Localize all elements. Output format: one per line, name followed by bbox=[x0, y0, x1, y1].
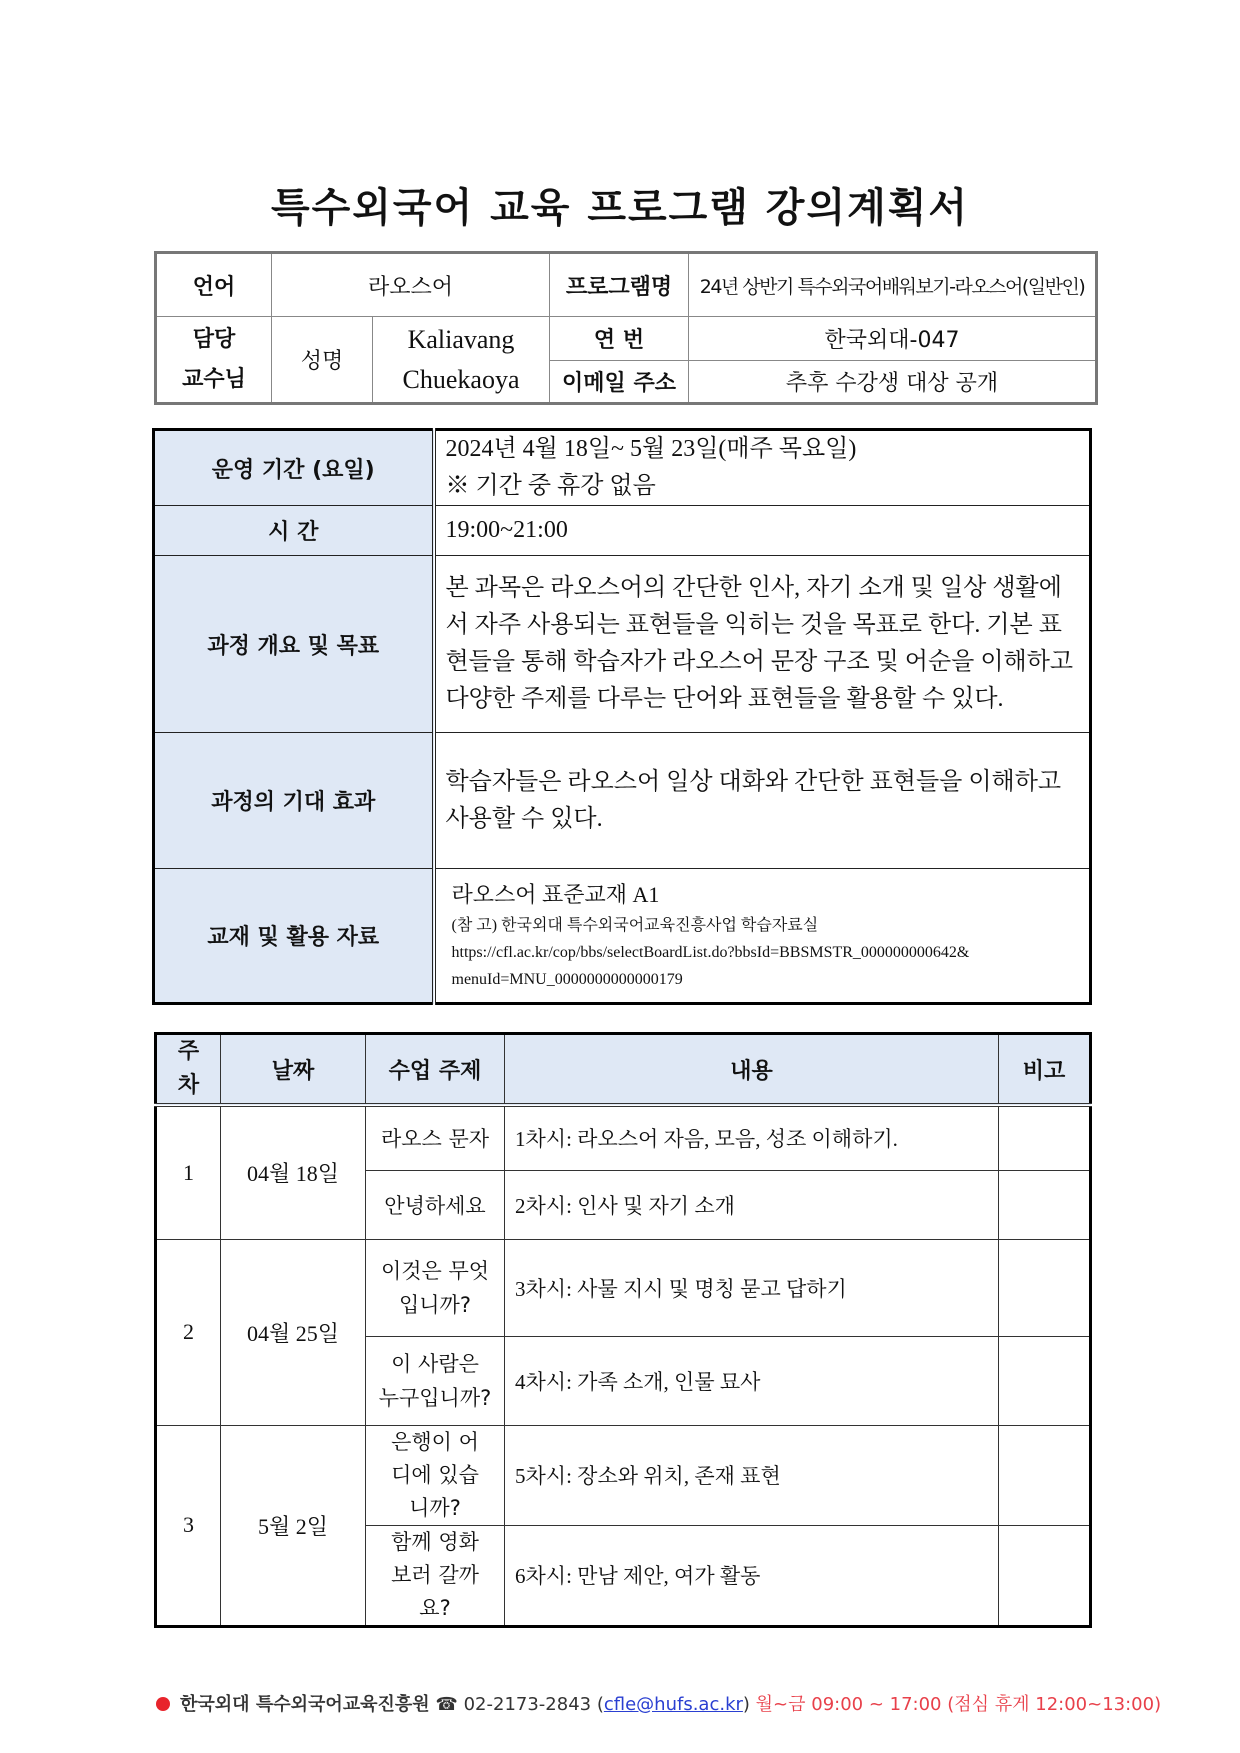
header-date: 날짜 bbox=[221, 1034, 366, 1106]
period-line-2: ※ 기간 중 휴강 없음 bbox=[445, 473, 656, 499]
program-label: 프로그램명 bbox=[550, 253, 689, 317]
week-number: 3 bbox=[156, 1425, 221, 1626]
table-row bbox=[156, 1105, 1091, 1170]
header-note: 비고 bbox=[999, 1034, 1091, 1106]
number-value: 한국외대-047 bbox=[689, 317, 1097, 361]
week-number: 1 bbox=[156, 1105, 221, 1239]
session-topic: 은행이 어디에 있습니까? bbox=[366, 1425, 505, 1525]
effect-label: 과정의 기대 효과 bbox=[154, 733, 434, 869]
material-url-line-2: menuId=MNU_0000000000000179 bbox=[451, 971, 683, 988]
footer-phone: 02-2173-2843 bbox=[463, 1694, 592, 1715]
material-value bbox=[434, 869, 1091, 1004]
period-line-1: 2024년 4월 18일~ 5월 23일(매주 목요일) bbox=[445, 436, 857, 462]
page-title: 특수외국어 교육 프로그램 강의계획서 bbox=[270, 185, 970, 231]
bullet-icon bbox=[156, 1697, 170, 1711]
footer-email-link[interactable]: cfle@hufs.ac.kr bbox=[603, 1694, 743, 1715]
week-date: 04월 25일 bbox=[221, 1239, 366, 1425]
header-week: 주 차 bbox=[156, 1034, 221, 1106]
session-topic: 이 사람은 누구입니까? bbox=[366, 1336, 505, 1425]
email-value: 추후 수강생 대상 공개 bbox=[689, 361, 1097, 404]
professor-label-1: 담당 bbox=[192, 326, 236, 352]
session-topic: 안녕하세요 bbox=[366, 1170, 505, 1239]
effect-line-2: 사용할 수 있다. bbox=[445, 805, 603, 832]
course-info-table bbox=[154, 251, 1098, 405]
header-content: 내용 bbox=[505, 1034, 999, 1106]
week-date: 5월 2일 bbox=[221, 1425, 366, 1626]
session-note bbox=[999, 1239, 1091, 1336]
number-label: 연 번 bbox=[550, 317, 689, 361]
goal-value: 본 과목은 라오스어의 간단한 인사, 자기 소개 및 일상 생활에서 자주 사용되는 표현들을 익히는 것을 목표로 한다. 기본 표현들을 통해 학습자가 라오스어 문장 구조 및 어순을 이해하고 다양한 주제를 다루는 단어와 표현들을 활용할 수 있다. bbox=[434, 556, 1091, 733]
session-content: 2차시: 인사 및 자기 소개 bbox=[505, 1170, 999, 1239]
session-note bbox=[999, 1105, 1091, 1170]
session-note bbox=[999, 1170, 1091, 1239]
session-content: 3차시: 사물 지시 및 명칭 묻고 답하기 bbox=[505, 1239, 999, 1336]
footer-org: 한국외대 특수외국어교육진흥원 bbox=[180, 1694, 430, 1715]
goal-label: 과정 개요 및 목표 bbox=[154, 556, 434, 733]
session-note bbox=[999, 1525, 1091, 1626]
session-topic: 함께 영화 보러 갈까요? bbox=[366, 1525, 505, 1626]
schedule-table bbox=[154, 1032, 1092, 1628]
language-value: 라오스어 bbox=[272, 253, 550, 317]
period-value bbox=[434, 430, 1091, 506]
header-topic: 수업 주제 bbox=[366, 1034, 505, 1106]
table-row bbox=[156, 1239, 1091, 1336]
name-line-2: Chuekaoya bbox=[402, 364, 520, 394]
session-content: 4차시: 가족 소개, 인물 묘사 bbox=[505, 1336, 999, 1425]
session-content: 1차시: 라오스어 자음, 모음, 성조 이해하기. bbox=[505, 1105, 999, 1170]
material-line-1: 라오스어 표준교재 A1 bbox=[451, 882, 660, 907]
session-topic: 이것은 무엇입니까? bbox=[366, 1239, 505, 1336]
effect-value bbox=[434, 733, 1091, 869]
phone-icon: ☎ bbox=[435, 1694, 458, 1715]
session-note bbox=[999, 1425, 1091, 1525]
session-note bbox=[999, 1336, 1091, 1425]
language-label: 언어 bbox=[156, 253, 272, 317]
session-content: 5차시: 장소와 위치, 존재 표현 bbox=[505, 1425, 999, 1525]
name-line-1: Kaliavang bbox=[407, 324, 515, 354]
course-overview-table bbox=[152, 428, 1092, 1005]
week-number: 2 bbox=[156, 1239, 221, 1425]
time-value: 19:00~21:00 bbox=[434, 506, 1091, 556]
professor-label-2: 교수님 bbox=[182, 366, 246, 392]
professor-label bbox=[156, 317, 272, 404]
professor-name bbox=[373, 317, 550, 404]
email-label: 이메일 주소 bbox=[550, 361, 689, 404]
material-url-line-1: https://cfl.ac.kr/cop/bbs/selectBoardList.do?bbsId=BBSMSTR_000000000642& bbox=[451, 944, 970, 961]
footer: 한국외대 특수외국어교육진흥원 ☎ 02-2173-2843 (cfle@hufs.ac.kr) 월~금 09:00 ~ 17:00 (점심 휴게 12:00~13:00) bbox=[156, 1690, 1161, 1716]
footer-hours: 월~금 09:00 ~ 17:00 (점심 휴게 12:00~13:00) bbox=[755, 1694, 1162, 1715]
effect-line-1: 학습자들은 라오스어 일상 대화와 간단한 표현들을 이해하고 bbox=[445, 768, 1062, 795]
material-line-2: (참 고) 한국외대 특수외국어교육진흥사업 학습자료실 bbox=[451, 917, 819, 934]
material-label: 교재 및 활용 자료 bbox=[154, 869, 434, 1004]
period-label: 운영 기간 (요일) bbox=[154, 430, 434, 506]
table-row bbox=[156, 1425, 1091, 1525]
week-date: 04월 18일 bbox=[221, 1105, 366, 1239]
time-label: 시 간 bbox=[154, 506, 434, 556]
session-topic: 라오스 문자 bbox=[366, 1105, 505, 1170]
name-label: 성명 bbox=[272, 317, 373, 404]
session-content: 6차시: 만남 제안, 여가 활동 bbox=[505, 1525, 999, 1626]
program-value: 24년 상반기 특수외국어배워보기-라오스어(일반인) bbox=[689, 253, 1097, 317]
